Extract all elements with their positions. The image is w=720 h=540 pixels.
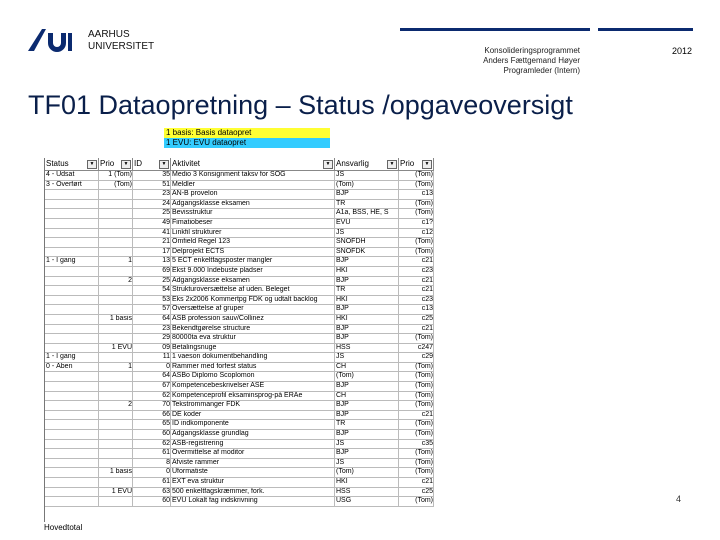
table-row	[45, 171, 434, 181]
table-cell	[45, 372, 99, 381]
table-row	[45, 181, 434, 191]
table-cell	[99, 334, 133, 343]
column-header[interactable]: Prio ▼	[99, 158, 133, 170]
table-row	[45, 334, 434, 344]
table-cell: Meldler	[171, 181, 335, 190]
table-cell: BJP	[335, 190, 399, 199]
table-cell: c29	[399, 353, 434, 362]
table-cell: Strukturoversættelse af uden. Beleget	[171, 286, 335, 295]
table-cell: 24	[133, 200, 171, 209]
table-cell	[45, 497, 99, 506]
table-cell: (Tom)	[399, 200, 434, 209]
table-cell	[45, 478, 99, 487]
table-cell: 13	[133, 257, 171, 266]
table-cell	[45, 459, 99, 468]
table-row	[45, 257, 434, 267]
table-cell: ASB-registrering	[171, 440, 335, 449]
table-cell: 0	[133, 468, 171, 477]
table-cell: (Tom)	[335, 372, 399, 381]
legend-item: 1 basis: Basis dataopret	[164, 128, 330, 138]
table-cell: Uformatiste	[171, 468, 335, 477]
legend	[164, 128, 330, 148]
table-cell: (Tom)	[99, 181, 133, 190]
table-cell	[99, 190, 133, 199]
table-cell	[99, 267, 133, 276]
table-cell	[45, 430, 99, 439]
table-cell	[45, 468, 99, 477]
table-cell	[45, 411, 99, 420]
table-cell: 66	[133, 411, 171, 420]
table-cell: BJP	[335, 334, 399, 343]
table-cell: (Tom)	[335, 181, 399, 190]
table-cell: BJP	[335, 305, 399, 314]
table-cell: AN-B provelon	[171, 190, 335, 199]
table-cell: Adgangsklasse grundlag	[171, 430, 335, 439]
table-cell: c25	[399, 488, 434, 497]
table-cell	[99, 200, 133, 209]
table-cell: Kompetenceprofil eksaminsprog-på ERAe	[171, 392, 335, 401]
filter-dropdown-icon[interactable]: ▼	[422, 160, 432, 169]
table-cell: 0	[133, 363, 171, 372]
table-cell: JS	[335, 353, 399, 362]
table-cell: 1 basis	[99, 468, 133, 477]
table-cell: (Tom)	[335, 468, 399, 477]
column-header[interactable]: Aktivitet ▼	[171, 158, 335, 170]
table-cell: Afviste rammer	[171, 459, 335, 468]
table-cell: Omfield Regel 123	[171, 238, 335, 247]
table-row	[45, 468, 434, 478]
table-cell: BJP	[335, 449, 399, 458]
table-header	[45, 158, 434, 171]
header-year: 2012	[671, 46, 692, 56]
table-cell	[99, 420, 133, 429]
table-cell: Bekendtgørelse structure	[171, 325, 335, 334]
table-cell: 29	[133, 334, 171, 343]
table-cell: 70	[133, 401, 171, 410]
table-cell: (Tom)	[399, 181, 434, 190]
table-cell: Fimatiobeser	[171, 219, 335, 228]
table-row	[45, 459, 434, 469]
table-row	[45, 353, 434, 363]
table-cell: EXT eva struktur	[171, 478, 335, 487]
table-cell: 62	[133, 440, 171, 449]
table-cell: 2	[99, 277, 133, 286]
table-cell: c1?	[399, 219, 434, 228]
table-cell: 1 EVU	[99, 488, 133, 497]
table-cell: JS	[335, 229, 399, 238]
table-cell: (Tom)	[399, 209, 434, 218]
table-cell	[99, 440, 133, 449]
table-cell	[45, 488, 99, 497]
table-cell: c247	[399, 344, 434, 353]
table-cell: EVU	[335, 219, 399, 228]
table-row	[45, 229, 434, 239]
table-cell: c23	[399, 267, 434, 276]
table-cell: 57	[133, 305, 171, 314]
table-cell	[45, 315, 99, 324]
table-cell: c35	[399, 440, 434, 449]
table-row	[45, 420, 434, 430]
table-cell	[45, 200, 99, 209]
table-row	[45, 497, 434, 507]
table-cell: HSS	[335, 488, 399, 497]
table-cell: 8	[133, 459, 171, 468]
table-cell	[45, 248, 99, 257]
table-cell: A1a, BSS, HE, S	[335, 209, 399, 218]
table-row	[45, 286, 434, 296]
table-cell: (Tom)	[399, 459, 434, 468]
table-cell	[45, 296, 99, 305]
table-cell: 1	[99, 257, 133, 266]
table-cell	[99, 478, 133, 487]
table-cell: 11	[133, 353, 171, 362]
table-cell: BJP	[335, 257, 399, 266]
table-cell	[99, 497, 133, 506]
table-cell	[99, 372, 133, 381]
filter-dropdown-icon[interactable]: ▼	[387, 160, 397, 169]
filter-dropdown-icon[interactable]: ▼	[159, 160, 169, 169]
table-row	[45, 449, 434, 459]
table-cell	[99, 209, 133, 218]
table-cell: c21	[399, 277, 434, 286]
table-row	[45, 401, 434, 411]
header-rule-right	[598, 28, 693, 31]
table-cell: Oversættelse af gruper	[171, 305, 335, 314]
table-row	[45, 392, 434, 402]
table-row	[45, 344, 434, 354]
table-cell: BJP	[335, 382, 399, 391]
table-cell: HKI	[335, 296, 399, 305]
table-cell: Linkfil strukturer	[171, 229, 335, 238]
table-cell: JS	[335, 171, 399, 180]
table-cell: (Tom)	[399, 468, 434, 477]
table-cell: 51	[133, 181, 171, 190]
table-cell	[45, 209, 99, 218]
table-cell: 62	[133, 392, 171, 401]
table-row	[45, 305, 434, 315]
table-row	[45, 277, 434, 287]
table-cell: TR	[335, 286, 399, 295]
page-number: 4	[676, 494, 682, 504]
table-cell: c13	[399, 305, 434, 314]
table-cell: ASBo Diplomo Scoplomon	[171, 372, 335, 381]
table-cell: (Tom)	[399, 401, 434, 410]
pivot-table	[44, 158, 434, 522]
table-cell	[99, 325, 133, 334]
table-cell: c21	[399, 286, 434, 295]
table-cell: DE koder	[171, 411, 335, 420]
table-cell	[45, 238, 99, 247]
table-row	[45, 248, 434, 258]
table-cell: BJP	[335, 411, 399, 420]
table-cell: Eks 2x2006 Kommertpg FDK og udtalt backlog	[171, 296, 335, 305]
table-cell	[45, 344, 99, 353]
table-cell: Rammer med forfest status	[171, 363, 335, 372]
table-cell: CH	[335, 392, 399, 401]
table-cell: 25	[133, 277, 171, 286]
table-cell	[45, 440, 99, 449]
table-cell: 09	[133, 344, 171, 353]
university-logo-icon	[26, 27, 74, 53]
table-cell	[45, 286, 99, 295]
table-row	[45, 363, 434, 373]
table-row	[45, 238, 434, 248]
table-cell	[45, 401, 99, 410]
table-cell	[45, 229, 99, 238]
table-cell	[45, 420, 99, 429]
table-row	[45, 488, 434, 498]
table-cell	[99, 459, 133, 468]
table-row	[45, 372, 434, 382]
table-cell: c21	[399, 411, 434, 420]
table-cell	[99, 238, 133, 247]
table-cell: (Tom)	[399, 497, 434, 506]
table-cell: c23	[399, 296, 434, 305]
table-row	[45, 190, 434, 200]
table-cell: c21	[399, 325, 434, 334]
table-cell: Ekst 9.000 Indebuste pladser	[171, 267, 335, 276]
table-cell: BJP	[335, 401, 399, 410]
table-cell: 60	[133, 497, 171, 506]
table-cell: 49	[133, 219, 171, 228]
table-cell	[99, 382, 133, 391]
table-cell: BJP	[335, 325, 399, 334]
table-cell: 3 - Overført	[45, 181, 99, 190]
table-cell: 1 vaeson dokumentbehandling	[171, 353, 335, 362]
legend-item: 1 EVU: EVU dataopret	[164, 138, 330, 148]
table-cell: 61	[133, 478, 171, 487]
column-header[interactable]: Status ▼	[45, 158, 99, 170]
table-row	[45, 315, 434, 325]
table-cell	[99, 411, 133, 420]
university-name: AARHUS UNIVERSITET	[88, 29, 155, 52]
table-cell	[99, 392, 133, 401]
column-header[interactable]: Prio ▼	[399, 158, 434, 170]
table-cell: JS	[335, 440, 399, 449]
table-cell: 25	[133, 209, 171, 218]
table-cell: 1 basis	[99, 315, 133, 324]
column-header[interactable]: ID ▼	[133, 158, 171, 170]
header-meta: Konsolideringsprogrammet Anders Fættgemand Høyer Programleder (Intern)	[483, 46, 580, 75]
table-cell: 63	[133, 488, 171, 497]
header-rule	[400, 28, 590, 31]
table-cell: HSS	[335, 344, 399, 353]
table-cell	[99, 296, 133, 305]
table-cell: c25	[399, 315, 434, 324]
table-cell: (Tom)	[399, 430, 434, 439]
table-cell	[99, 286, 133, 295]
filter-dropdown-icon[interactable]: ▼	[121, 160, 131, 169]
table-cell: 64	[133, 315, 171, 324]
table-cell: Tekstrommanger FDK	[171, 401, 335, 410]
table-cell	[99, 353, 133, 362]
table-body	[45, 171, 434, 507]
table-cell	[99, 229, 133, 238]
table-cell: CH	[335, 363, 399, 372]
table-cell: 0 - Åben	[45, 363, 99, 372]
table-cell: 21	[133, 238, 171, 247]
table-cell: 4 - Udsat	[45, 171, 99, 180]
table-row	[45, 219, 434, 229]
table-cell	[45, 277, 99, 286]
table-cell: HKI	[335, 267, 399, 276]
table-cell: SNOFDH	[335, 238, 399, 247]
table-row	[45, 267, 434, 277]
table-cell: 64	[133, 372, 171, 381]
filter-dropdown-icon[interactable]: ▼	[323, 160, 333, 169]
table-cell: EVU Lokalt fag indskrivning	[171, 497, 335, 506]
table-cell	[45, 382, 99, 391]
table-cell	[45, 325, 99, 334]
table-cell: Kompetencebeskrivelser ASE	[171, 382, 335, 391]
table-row	[45, 209, 434, 219]
table-cell	[45, 449, 99, 458]
table-cell: (Tom)	[399, 392, 434, 401]
table-cell: 1 - I gang	[45, 353, 99, 362]
table-cell: 17	[133, 248, 171, 257]
table-cell: 67	[133, 382, 171, 391]
table-cell: (Tom)	[399, 171, 434, 180]
table-cell: 5 ECT enkeltfagsposter mangler	[171, 257, 335, 266]
table-cell: (Tom)	[399, 248, 434, 257]
table-cell: 53	[133, 296, 171, 305]
table-cell: TR	[335, 200, 399, 209]
table-cell: 61	[133, 449, 171, 458]
table-cell: ASB profession sauv/Collinez	[171, 315, 335, 324]
table-cell	[99, 305, 133, 314]
table-cell	[99, 219, 133, 228]
table-cell: c21	[399, 478, 434, 487]
table-cell: 65	[133, 420, 171, 429]
table-cell: c12	[399, 229, 434, 238]
table-row	[45, 382, 434, 392]
table-cell: SNOFDK	[335, 248, 399, 257]
table-cell: HKI	[335, 315, 399, 324]
table-cell: (Tom)	[399, 382, 434, 391]
table-row	[45, 296, 434, 306]
table-cell: 35	[133, 171, 171, 180]
table-cell: 69	[133, 267, 171, 276]
slide-title: TF01 Dataopretning – Status /opgaveoversigt	[28, 90, 573, 120]
table-cell: (Tom)	[399, 449, 434, 458]
table-row	[45, 478, 434, 488]
table-cell: TR	[335, 420, 399, 429]
table-cell: 2	[99, 401, 133, 410]
grand-total-label: Hovedtotal	[44, 523, 83, 532]
table-cell: Bevisstruktur	[171, 209, 335, 218]
table-cell: 1 EVU	[99, 344, 133, 353]
table-cell: 80000ta eva struktur	[171, 334, 335, 343]
table-cell	[99, 449, 133, 458]
table-cell: 1	[99, 363, 133, 372]
table-cell: (Tom)	[399, 363, 434, 372]
table-cell: (Tom)	[399, 420, 434, 429]
table-cell: 500 enkeltfagskræmmer, fork.	[171, 488, 335, 497]
table-cell: HKI	[335, 478, 399, 487]
table-cell: (Tom)	[399, 334, 434, 343]
table-row	[45, 440, 434, 450]
table-cell: Adgangsklasse eksamen	[171, 200, 335, 209]
table-cell: BJP	[335, 430, 399, 439]
table-cell: c21	[399, 257, 434, 266]
table-cell: Overmittelse af moditor	[171, 449, 335, 458]
table-row	[45, 200, 434, 210]
table-cell	[45, 305, 99, 314]
table-cell: 1 (Tom)	[99, 171, 133, 180]
table-cell: 23	[133, 325, 171, 334]
table-cell	[99, 430, 133, 439]
table-cell: 54	[133, 286, 171, 295]
table-cell: c13	[399, 190, 434, 199]
table-cell: (Tom)	[399, 238, 434, 247]
table-cell	[45, 392, 99, 401]
table-cell: Medio 3 Konsignment taksv for SOG	[171, 171, 335, 180]
table-row	[45, 325, 434, 335]
table-cell	[99, 248, 133, 257]
table-cell: Adgangsklasse eksamen	[171, 277, 335, 286]
table-cell: Betalingsnuge	[171, 344, 335, 353]
table-cell: 23	[133, 190, 171, 199]
column-header[interactable]: Ansvarlig ▼	[335, 158, 399, 170]
table-cell: 60	[133, 430, 171, 439]
table-cell: 1 - I gang	[45, 257, 99, 266]
table-cell	[45, 267, 99, 276]
table-cell: ID indkomponente	[171, 420, 335, 429]
filter-dropdown-icon[interactable]: ▼	[87, 160, 97, 169]
table-cell	[45, 190, 99, 199]
table-cell	[45, 219, 99, 228]
table-cell: Delprojekt ECTS	[171, 248, 335, 257]
table-cell	[45, 334, 99, 343]
table-row	[45, 411, 434, 421]
table-cell: USG	[335, 497, 399, 506]
table-cell: BJP	[335, 277, 399, 286]
table-row	[45, 430, 434, 440]
table-cell: JS	[335, 459, 399, 468]
table-cell: 41	[133, 229, 171, 238]
table-cell: (Tom)	[399, 372, 434, 381]
